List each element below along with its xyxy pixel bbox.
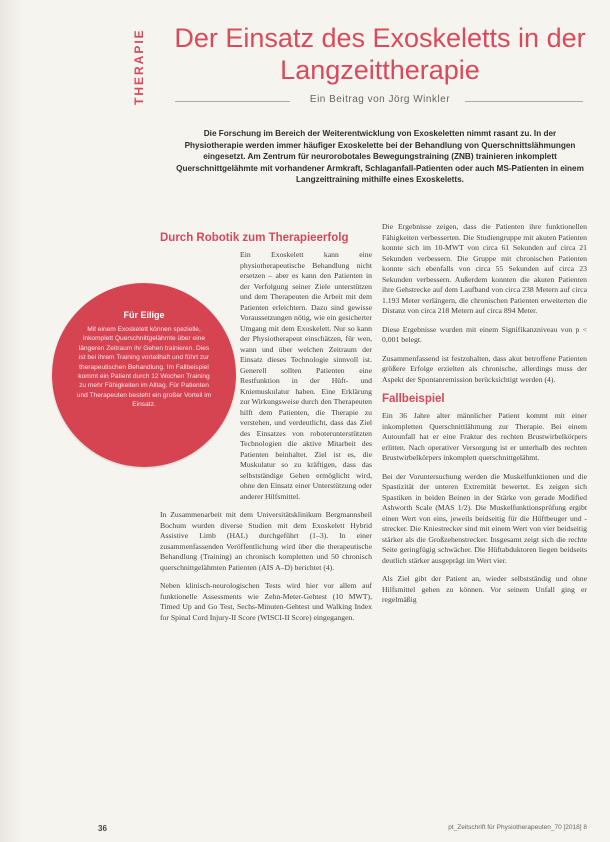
infobox-text: Mit einem Exoskelett können spezielle, inkomplett Querschnittgelähmte über eine längeren Zeitraum ihr Gehen trainieren. Dies ist bei ihrem Training vorteilhaft und führt zur therapeutischen Behandlung. Im Fallbeispiel kommt ein Patient durch 12 Wochen Training zu mehr Fähigkeiten im Alltag. Für Patienten und Therapeuten besteht ein großer Vorteil im Einsatz. [76, 326, 212, 409]
right-paragraph-1: Die Ergebnisse zeigen, dass die Patienten ihre funktionellen Fähigkeiten verbesserten. Die Studiengruppe mit akuten Patienten konnte sich im 10-MWT von circa 61 Sekunden auf circa 21 Sekunden verbessern. Die Gruppe mit chronischen Patienten konnte sich ebenfalls von circa 55 Sekunden auf circa 23 Sekunden verbessern. Außerdem konnten die akuten Patienten ihre Gehstrecke auf dem Laufband von circa 238 Metern auf circa 1.193 Meter verlängern, die chronischen Patienten erweiterten die Distanz von circa 218 Metern auf circa 894 Meter. [382, 222, 587, 315]
left-heading: Durch Robotik zum Therapieerfolg [160, 232, 349, 244]
left-paragraph-2: In Zusammenarbeit mit dem Universitätsklinikum Bergmannsheil Bochum wurden diverse Studien mit dem Exoskelett Hybrid Assistive Limb (HAL) durchgeführt (1–3). In einer zusammenfassenden Veröffentlichung wird über die therapeutische Behandlung (Training) an chronisch kompletten und 50 chronisch querschnittgelähmten Patienten (AIS A–D) berichtet (4). [160, 510, 372, 572]
right-paragraph-2: Diese Ergebnisse wurden mit einem Signifikanzniveau von p < 0,001 belegt. [382, 324, 587, 344]
footer-source: pt_Zeitschrift für Physiotherapeuten_70 [2018] 8 [448, 824, 587, 831]
infobox-title: Für Eilige [123, 310, 165, 320]
section-label: THERAPIE [132, 28, 146, 106]
intro-text: Die Forschung im Bereich der Weiterentwicklung von Exoskeletten nimmt rasant zu. In der Physiotherapie werden immer häufiger Exoskelette bei der Behandlung von Querschnittslähmungen eingesetzt. Am Zentrum für neurorobotales Bewegungstraining (ZNB) trainieren inkomplett Querschnittgelähmte mit vorhandener Armkraft, Schlaganfall-Patienten oder auch MS-Patienten in einem Langzeittraining mithilfe eines Exoskeletts. [176, 129, 584, 185]
page-number: 36 [98, 824, 107, 833]
case-heading: Fallbeispiel [382, 393, 445, 405]
case-paragraph-1: Ein 36 Jahre alter männlicher Patient kommt mit einer inkompletten Querschnittlähmung zur Therapie. Bei einem Autounfall hat er eine Fraktur des rechten Brustwirbelkörpers erlitten. Nach operativer Versorgung ist er unterhalb des rechten Brustwirbelkörpers inkomplett querschnittgelähmt. [382, 411, 587, 462]
right-paragraph-3: Zusammenfassend ist festzuhalten, dass akut betroffene Patienten größere Erfolge erzielten als chronische, allerdings muss der Aspekt der Spontanremission berücksichtigt werden (4). [382, 353, 587, 384]
page-gutter-shadow [0, 0, 22, 842]
right-column [382, 222, 587, 614]
case-paragraph-2: Bei der Voruntersuchung werden die Muskelfunktionen und die Spastizität der unteren Extremität bewertet. Es zeigen sich Spastiken in beiden Beinen in der Stärke von gerade Modified Ashworth Scale (MAS 1/2). Die Muskelfunktionsprüfung ergibt einen Wert von eins, jeweils beidseitig für die Hüftbeuger und -strecker. Die Kniestrecker sind mit einem Wert von vier beidseitig stärker als die Großzehenstrecker. Insgesamt zeigt sich die rechte Seite geringfügig schwächer. Die Hüftabduktoren liegen beidseits deutlich stärker ausgeprägt im Wert vier. [382, 471, 587, 565]
quick-read-infobox [52, 283, 236, 467]
left-paragraph-1: Ein Exoskelett kann eine physiotherapeutische Behandlung nicht ersetzen – aber es kann den Patienten in der Verfolgung seiner Ziele unterstützen und dem Therapeuten die Arbeit mit dem Patienten erleichtern. Dazu sind gewisse Voraussetzungen nötig, wie ein gesicherter Umgang mit dem Exoskelett. Nur so kann der Physiotherapeut einschätzen, für wen, wann und über welchen Zeitraum der Einsatz dieses Technologie sinnvoll ist. Generell sollten Patienten eine Restfunktion in der Hüft- und Kniemuskulatur haben. Eine Erklärung zur Wirkungsweise durch den Therapeuten hilft dem Patienten, die Therapie zu verstehen, und verdeutlicht, dass das Ziel des Einsatzes von roboterunterstützten Technologien die aktive Mitarbeit des Patienten beinhaltet. Ziel ist es, die Muskulatur so zu kräftigen, dass das selbstständige Gehen ermöglicht wird, ohne den Einsatz einer Unterstützung oder anderer Hilfsmittel. [240, 250, 372, 501]
byline-rule-right [465, 101, 583, 102]
case-paragraph-3: Als Ziel gibt der Patient an, wieder selbstständig und ohne Hilfsmittel gehen zu können. Vor seinem Unfall ging er regelmäßig [382, 574, 587, 604]
article-title: Der Einsatz des Exoskeletts in der Langzeittherapie [174, 23, 586, 85]
left-paragraph-3: Neben klinisch-neurologischen Tests wird hier vor allem auf funktionelle Assessments wie Zehn-Meter-Gehtest (10 MWT), Timed Up and Go Test, Sechs-Minuten-Gehtest und Walking Index for Spinal Cord Injury-II Score (WISCI-II Score) eingegangen. [160, 581, 372, 622]
byline: Ein Beitrag von Jörg Winkler [309, 94, 451, 105]
